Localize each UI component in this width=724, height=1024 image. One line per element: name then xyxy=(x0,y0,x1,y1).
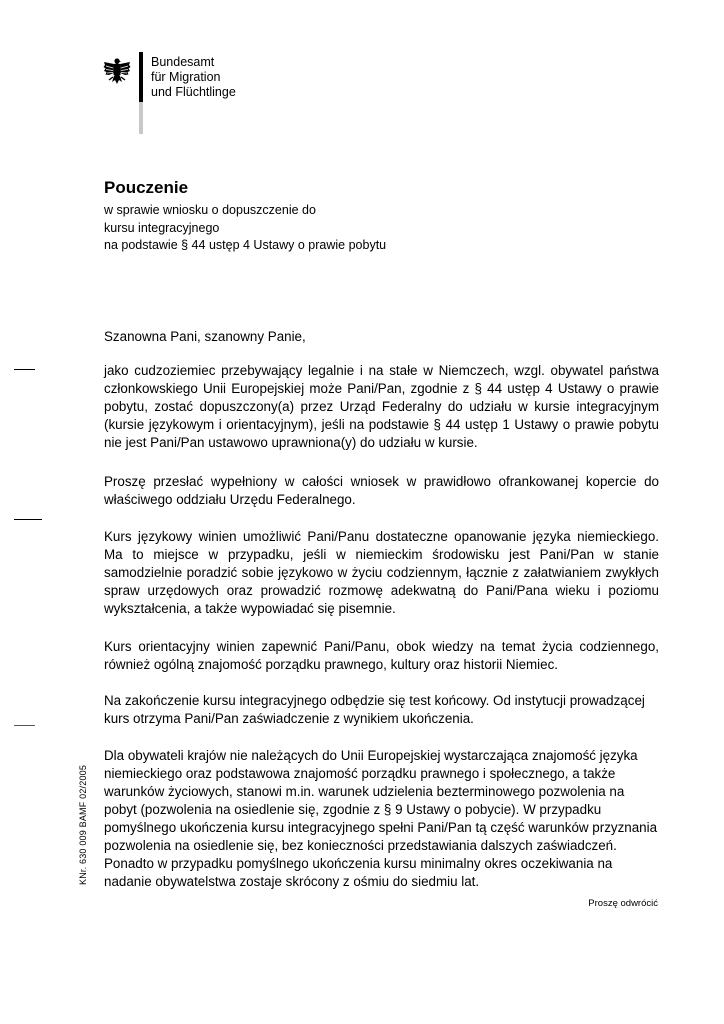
paragraph-eligibility: jako cudzoziemiec przebywający legalnie i na stałe w Niemczech, wzgl. obywatel państwa członkowskiego Unii Europejskiej może Pani/Pan, zgodnie z § 44 ustęp 4 Ustawy o prawie pobytu, zostać dopuszczony(a) przez Urząd Federalny do udziału w kursie integracyjnym (kursie językowym i orientacyjnym), jeśli na podstawie § 44 ustęp 1 Ustawy o prawie pobytu nie jest Pani/Pan ustawowo uprawniona(y) do udziału w kursie. xyxy=(104,363,659,450)
form-code: KNr. 630 009 BAMF 02/2005 xyxy=(78,764,88,885)
logo-divider-bar-light xyxy=(139,102,143,134)
federal-eagle-icon xyxy=(103,56,131,90)
paragraph-final-test: Na zakończenie kursu integracyjnego odbędzie się test końcowy. Od instytucji prowadzącej kurs otrzyma Pani/Pan zaświadczenie z wynikiem ukończenia. xyxy=(104,693,645,726)
agency-name-line: Bundesamt xyxy=(151,55,215,69)
fold-mark xyxy=(14,725,35,726)
paragraph-language-course: Kurs językowy winien umożliwić Pani/Panu dostateczne opanowanie języka niemieckiego. Ma to miejsce w przypadku, jeśli w niemieckim środowisku jest Pani/Pan w stanie samodzielnie poradzić sobie językowo w życiu codziennym, łącznie z załatwianiem zwykłych spraw urzędowych oraz prowadzić rozmowę adekwatną do Pani/Pana wieku i poziomu wykształcenia, a także wypowiadać się pisemnie. xyxy=(104,529,659,616)
paragraph-submission: Proszę przesłać wypełniony w całości wniosek w prawidłowo ofrankowanej kopercie do właściwego oddziału Urzędu Federalnego. xyxy=(104,474,659,507)
greeting: Szanowna Pani, szanowny Panie, xyxy=(104,329,306,344)
agency-name xyxy=(151,55,236,100)
agency-name-line: und Flüchtlinge xyxy=(151,85,236,99)
turn-page-note: Proszę odwrócić xyxy=(588,898,658,909)
paragraph-non-eu-citizens: Dla obywateli krajów nie należących do Unii Europejskiej wystarczająca znajomość języka niemieckiego oraz podstawowa znajomość porządku prawnego i społecznego, a także warunków życiowych, stanowi m.in. warunek udzielenia bezterminowego pozwolenia na pobyt (pozwolenia na osiedlenie się, zgodnie z § 9 Ustawy o pobycie). W przypadku pomyślnego ukończenia kursu integracyjnego spełni Pani/Pan tą część warunków przyznania pozwolenia na osiedlenie się, bez konieczności przedstawiania dalszych zaświadczeń. Ponadto w przypadku pomyślnego ukończenia kursu minimalny okres oczekiwania na nadanie obywatelstwa zostaje skrócony z ośmiu do siedmiu lat. xyxy=(104,748,658,889)
subtitle-line: na podstawie § 44 ustęp 4 Ustawy o prawie pobytu xyxy=(104,238,387,252)
document-subtitle xyxy=(104,202,386,255)
document-title: Pouczenie xyxy=(104,178,189,197)
subtitle-line: kursu integracyjnego xyxy=(104,220,220,235)
punch-mark xyxy=(14,519,42,520)
agency-name-line: für Migration xyxy=(151,70,221,84)
fold-mark xyxy=(14,369,35,370)
subtitle-line: w sprawie wniosku o dopuszczenie do xyxy=(104,203,316,217)
paragraph-orientation-course: Kurs orientacyjny winien zapewnić Pani/Panu, obok wiedzy na temat życia codziennego, również ogólną znajomość porządku prawnego, kultury oraz historii Niemiec. xyxy=(104,639,659,672)
